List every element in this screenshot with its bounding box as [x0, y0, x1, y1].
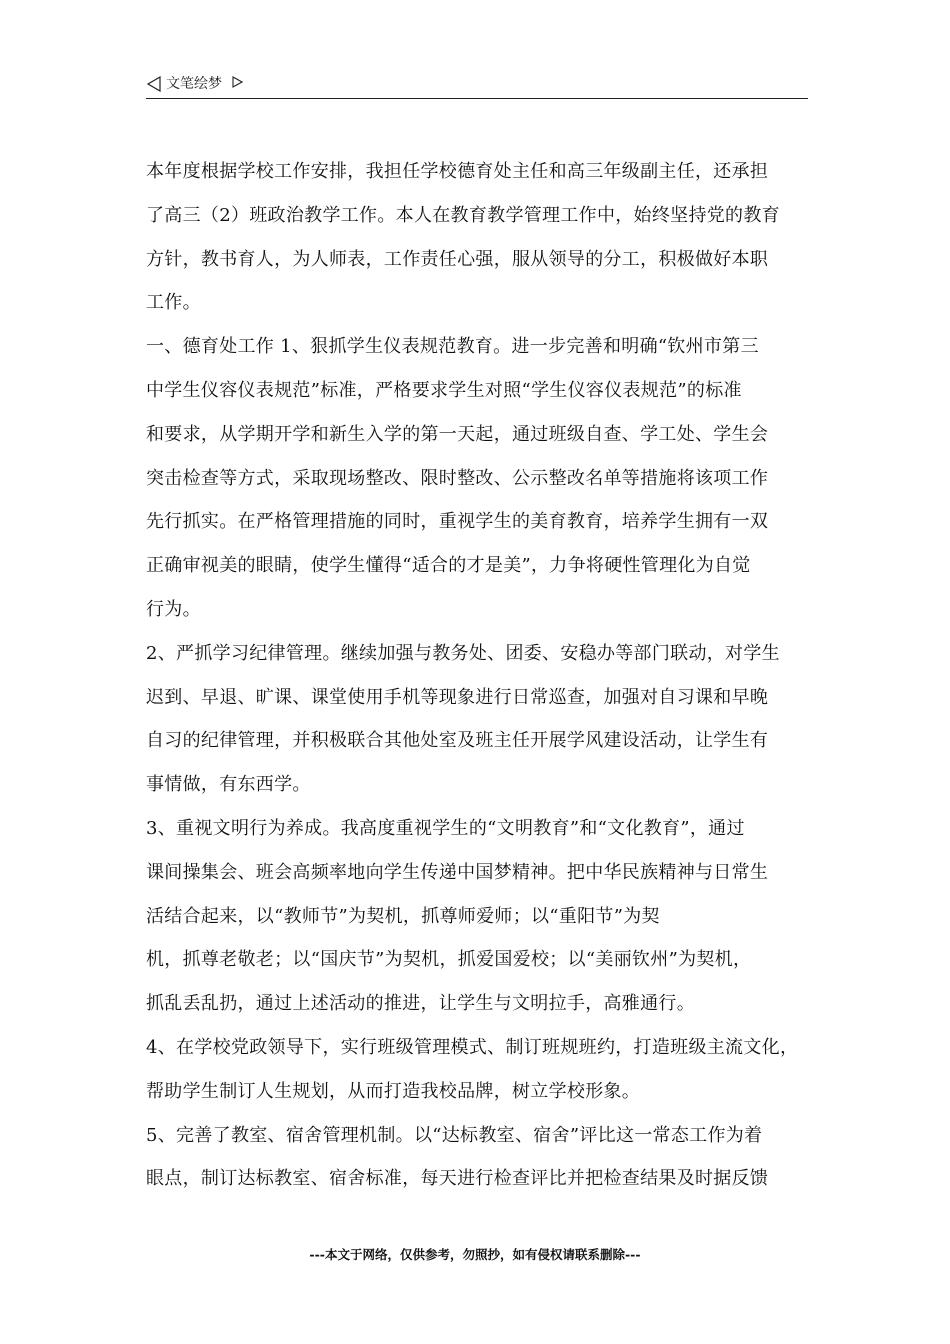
body-line: 自习的纪律管理，并积极联合其他处室及班主任开展学风建设活动，让学生有 [146, 730, 769, 752]
body-line: 了高三（2）班政治教学工作。本人在教育教学管理工作中，始终坚持党的教育 [146, 204, 780, 226]
body-line: 帮助学生制订人生规划，从而打造我校品牌，树立学校形象。 [146, 1080, 641, 1102]
body-line: 5、完善了教室、宿舍管理机制。以“达标教室、宿舍”评比这一常态工作为着 [146, 1124, 763, 1146]
triangle-left-outline-icon [146, 76, 162, 92]
body-line: 机，抓尊老敬老；以“国庆节”为契机，抓爱国爱校；以“美丽钦州”为契机， [146, 949, 752, 971]
body-line: 正确审视美的眼睛，使学生懂得“适合的才是美”，力争将硬性管理化为自觉 [146, 555, 751, 577]
body-line: 迟到、早退、旷课、课堂使用手机等现象进行日常巡查，加强对自习课和早晚 [146, 686, 769, 708]
header-title: 文笔绘梦 [166, 76, 222, 92]
triangle-right-outline-icon [231, 76, 243, 88]
body-line: 抓乱丢乱扔，通过上述活动的推进，让学生与文明拉手，高雅通行。 [146, 993, 695, 1015]
body-line: 中学生仪容仪表规范”标准，严格要求学生对照“学生仪容仪表规范”的标准 [146, 379, 742, 401]
body-line: 事情做，有东西学。 [146, 774, 311, 796]
body-line: 2、严抓学习纪律管理。继续加强与教务处、团委、安稳办等部门联动，对学生 [146, 642, 780, 664]
body-line: 行为。 [146, 598, 201, 620]
body-line: 活结合起来，以“教师节”为契机，抓尊师爱师；以“重阳节”为契 [146, 905, 660, 927]
body-line: 一、德育处工作 1、狠抓学生仪表规范教育。进一步完善和明确“钦州市第三 [146, 336, 759, 358]
body-line: 工作。 [146, 292, 201, 314]
body-line: 方针，教书育人，为人师表，工作责任心强，服从领导的分工，积极做好本职 [146, 248, 769, 270]
body-line: 突击检查等方式，采取现场整改、限时整改、公示整改名单等措施将该项工作 [146, 467, 769, 489]
page-header [146, 72, 808, 99]
body-line: 先行抓实。在严格管理措施的同时，重视学生的美育教育，培养学生拥有一双 [146, 511, 769, 533]
body-line: 本年度根据学校工作安排，我担任学校德育处主任和高三年级副主任，还承担 [146, 161, 769, 182]
document-body [146, 150, 818, 1201]
body-line: 3、重视文明行为养成。我高度重视学生的“文明教育”和“文化教育”，通过 [146, 817, 745, 839]
body-line: 和要求，从学期开学和新生入学的第一天起，通过班级自查、学工处、学生会 [146, 423, 769, 445]
body-line: 4、在学校党政领导下，实行班级管理模式、制订班规班约，打造班级主流文化， [146, 1036, 799, 1058]
page-footer: ---本文于网络，仅供参考，勿照抄，如有侵权请联系删除--- [309, 1247, 641, 1262]
body-line: 眼点，制订达标教室、宿舍标准，每天进行检查评比并把检查结果及时据反馈 [146, 1168, 769, 1190]
body-line: 课间操集会、班会高频率地向学生传递中国梦精神。把中华民族精神与日常生 [146, 861, 769, 883]
